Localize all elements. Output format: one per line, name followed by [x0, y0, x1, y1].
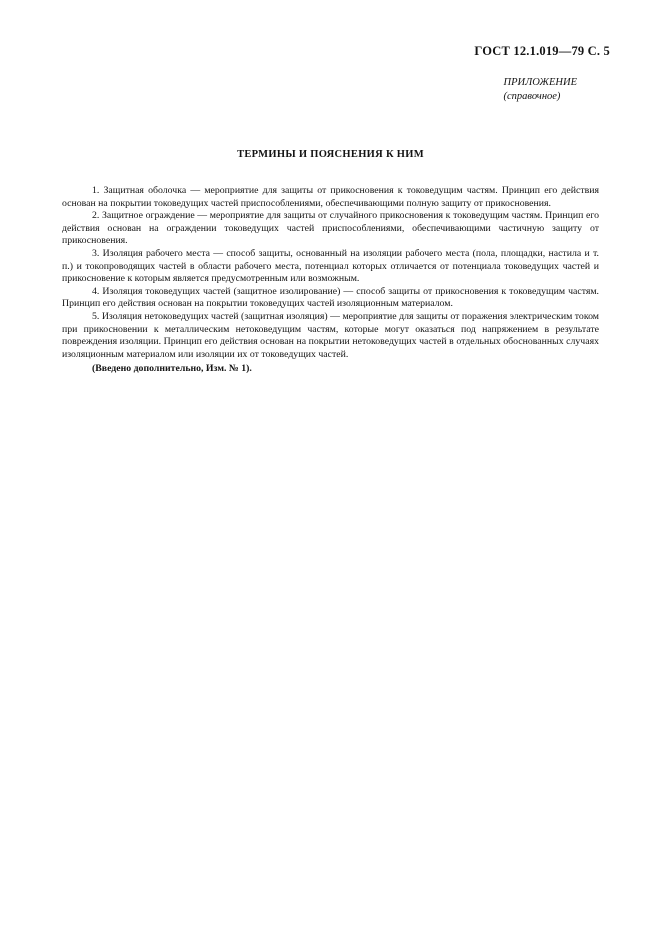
section-title: ТЕРМИНЫ И ПОЯСНЕНИЯ К НИМ	[237, 149, 424, 160]
amendment-note: (Введено дополнительно, Изм. № 1).	[92, 363, 252, 375]
page-header: ГОСТ 12.1.019—79 С. 5	[474, 44, 610, 58]
appendix-label: ПРИЛОЖЕНИЕ	[503, 77, 577, 88]
paragraph: 3. Изоляция рабочего места — способ защиты, основанный на изоляции рабочего места (пола, площадки, настила и т. п.) и токопроводящих частей в области рабочего места, потенциал которых отличается от потенциала токоведущих частей и прикосновение к которым является предусмотренным или возможным.	[62, 247, 599, 285]
appendix-label-block	[504, 76, 578, 104]
paragraph: 4. Изоляция токоведущих частей (защитное изолирование) — способ защиты от прикосновения к токоведущим частям. Принцип его действия основан на покрытии токоведущих частей изоляционным материалом.	[62, 285, 599, 310]
document-body	[62, 185, 599, 376]
paragraph: 2. Защитное ограждение — мероприятие для защиты от случайного прикосновения к токоведущим частям. Принцип его действия основан на ограждении токоведущих частей приспособлениями, обеспечивающими частичную защиту от прикосновения.	[62, 210, 599, 247]
paragraph: 1. Защитная оболочка — мероприятие для защиты от прикосновения к токоведущим частям. Принцип его действия основан на покрытии токоведущих частей приспособлениями, обеспечивающими полную защиту от прикосновения.	[62, 185, 599, 209]
appendix-sublabel: (справочное)	[503, 91, 561, 102]
paragraph: 5. Изоляция нетоковедущих частей (защитная изоляция) — мероприятие для защиты от поражения электрическим током при прикосновении к металлическим нетоковедущим частям, которые могут оказаться под напряжением в результате повреждения изоляции. Принцип его действия основан на покрытии нетоковедущих частей в отдельных обоснованных случаях изоляционным материалом или изоляции их от токоведущих частей.	[62, 310, 599, 360]
